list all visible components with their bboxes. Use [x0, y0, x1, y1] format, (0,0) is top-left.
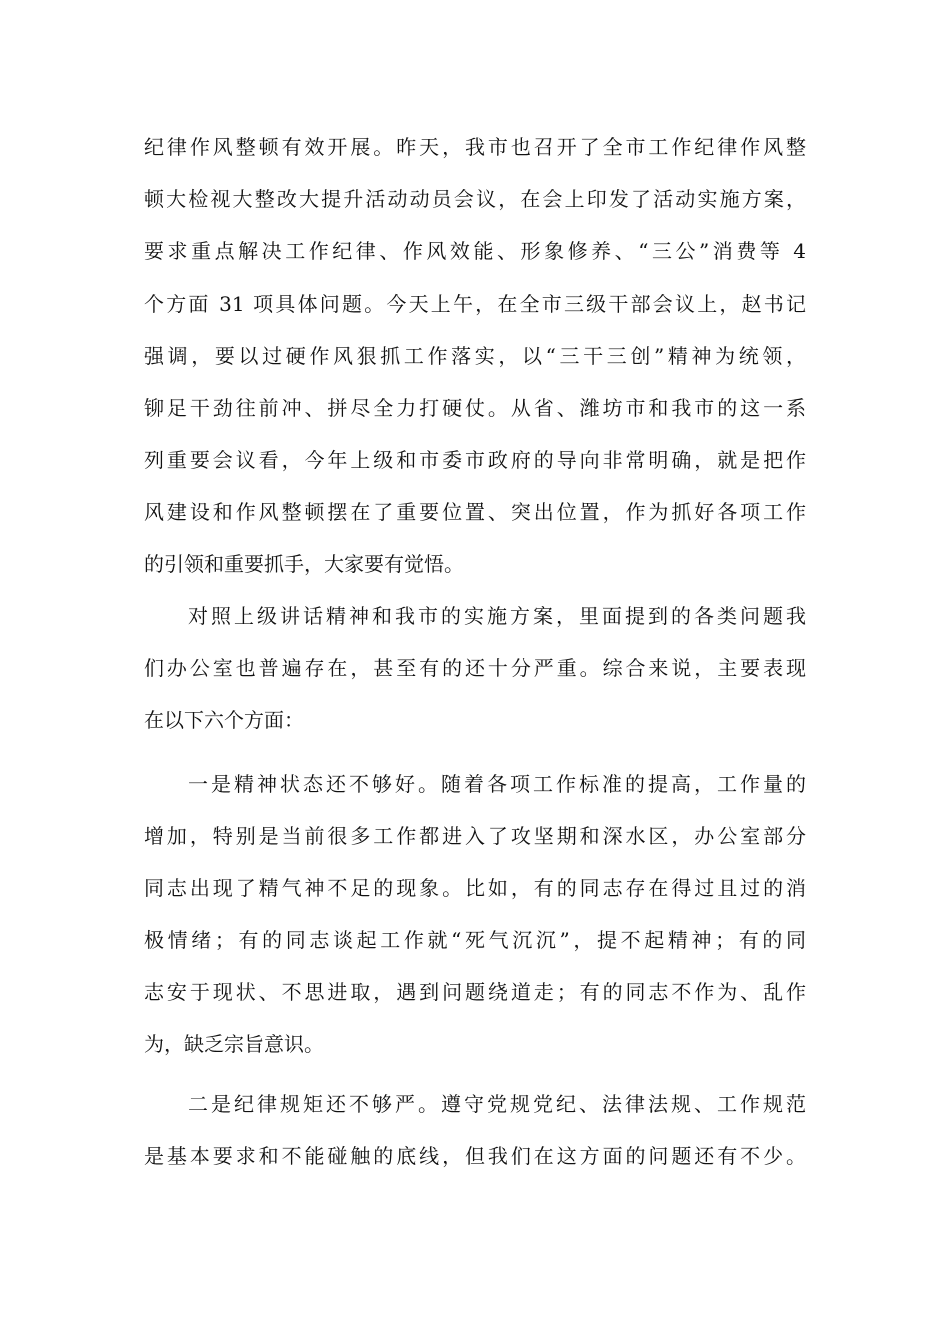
paragraph-1-line-4: 个方面 31 项具体问题。今天上午，在全市三级干部会议上，赵书记 [144, 292, 806, 316]
paragraph-3-line-3: 同志出现了精气神不足的现象。比如，有的同志存在得过且过的消 [144, 876, 806, 900]
paragraph-3-line-4: 极情绪；有的同志谈起工作就“死气沉沉”，提不起精神；有的同 [144, 928, 806, 952]
paragraph-1-line-7: 列重要会议看，今年上级和市委市政府的导向非常明确，就是把作 [144, 448, 806, 472]
paragraph-4-line-1: 二是纪律规矩还不够严。遵守党规党纪、法律法规、工作规范 [188, 1092, 806, 1116]
paragraph-3-line-2: 增加，特别是当前很多工作都进入了攻坚期和深水区，办公室部分 [144, 824, 806, 848]
paragraph-1-line-2: 顿大检视大整改大提升活动动员会议，在会上印发了活动实施方案， [144, 187, 806, 211]
paragraph-2-line-2: 们办公室也普遍存在，甚至有的还十分严重。综合来说，主要表现 [144, 656, 806, 680]
paragraph-3-line-6: 为，缺乏宗旨意识。 [144, 1032, 324, 1056]
paragraph-3-line-5: 志安于现状、不思进取，遇到问题绕道走；有的同志不作为、乱作 [144, 980, 806, 1004]
paragraph-1-line-8: 风建设和作风整顿摆在了重要位置、突出位置，作为抓好各项工作 [144, 500, 806, 524]
paragraph-2-line-3: 在以下六个方面： [144, 708, 304, 732]
paragraph-3-line-1: 一是精神状态还不够好。随着各项工作标准的提高，工作量的 [188, 772, 806, 796]
paragraph-1-line-3: 要求重点解决工作纪律、作风效能、形象修养、“三公”消费等 4 [144, 239, 806, 263]
paragraph-1-line-9: 的引领和重要抓手，大家要有觉悟。 [144, 552, 464, 576]
paragraph-4-line-2: 是基本要求和不能碰触的底线，但我们在这方面的问题还有不少。 [144, 1144, 806, 1168]
paragraph-1-line-5: 强调，要以过硬作风狠抓工作落实，以“三干三创”精神为统领， [144, 344, 806, 368]
paragraph-1-line-6: 铆足干劲往前冲、拼尽全力打硬仗。从省、潍坊市和我市的这一系 [144, 396, 806, 420]
paragraph-1-line-1: 纪律作风整顿有效开展。昨天，我市也召开了全市工作纪律作风整 [144, 135, 806, 159]
paragraph-2-line-1: 对照上级讲话精神和我市的实施方案，里面提到的各类问题我 [188, 604, 806, 628]
